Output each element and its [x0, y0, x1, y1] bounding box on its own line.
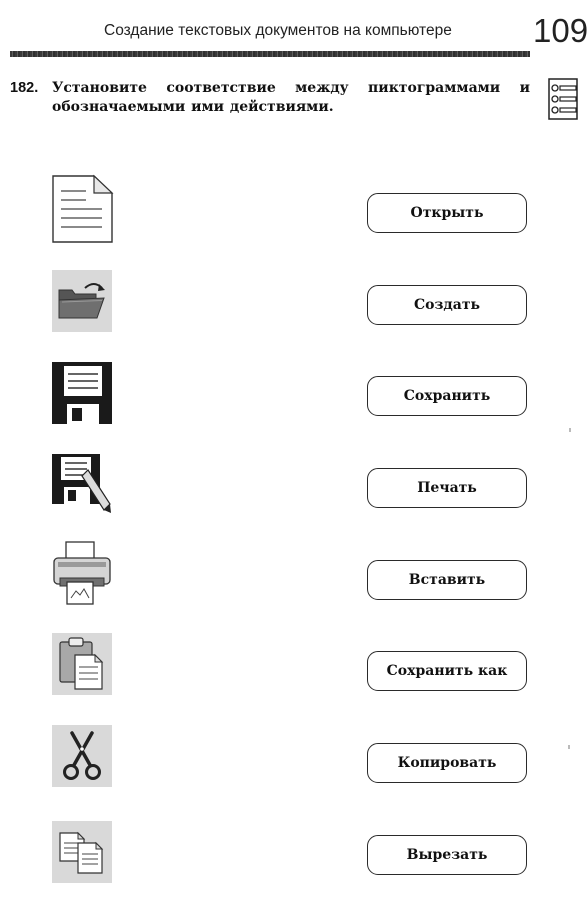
cut-scissors-icon [52, 725, 112, 787]
new-document-icon [52, 175, 112, 243]
save-as-floppy-pencil-icon [52, 454, 112, 516]
action-cut[interactable]: Вырезать [367, 835, 527, 875]
task-statement [10, 79, 530, 117]
page-number: 109 [533, 12, 588, 49]
copy-documents-icon [52, 821, 112, 883]
scan-speck [568, 745, 570, 749]
action-copy[interactable]: Копировать [367, 743, 527, 783]
task-number: 182. [10, 80, 39, 96]
scan-speck [569, 428, 571, 432]
open-folder-icon [52, 270, 112, 332]
task-text: Установите соответствие между пиктограммами и обозначаемыми ими действиями. [52, 80, 530, 115]
action-paste[interactable]: Вставить [367, 560, 527, 600]
header-rule [10, 51, 530, 57]
action-save[interactable]: Сохранить [367, 376, 527, 416]
checklist-icon [548, 78, 578, 120]
action-print[interactable]: Печать [367, 468, 527, 508]
action-open[interactable]: Открыть [367, 193, 527, 233]
printer-icon [52, 540, 112, 606]
paste-clipboard-icon [52, 633, 112, 695]
action-save-as[interactable]: Сохранить как [367, 651, 527, 691]
running-header-title: Создание текстовых документов на компьютере [104, 22, 452, 39]
save-floppy-icon [52, 362, 112, 424]
action-create[interactable]: Создать [367, 285, 527, 325]
